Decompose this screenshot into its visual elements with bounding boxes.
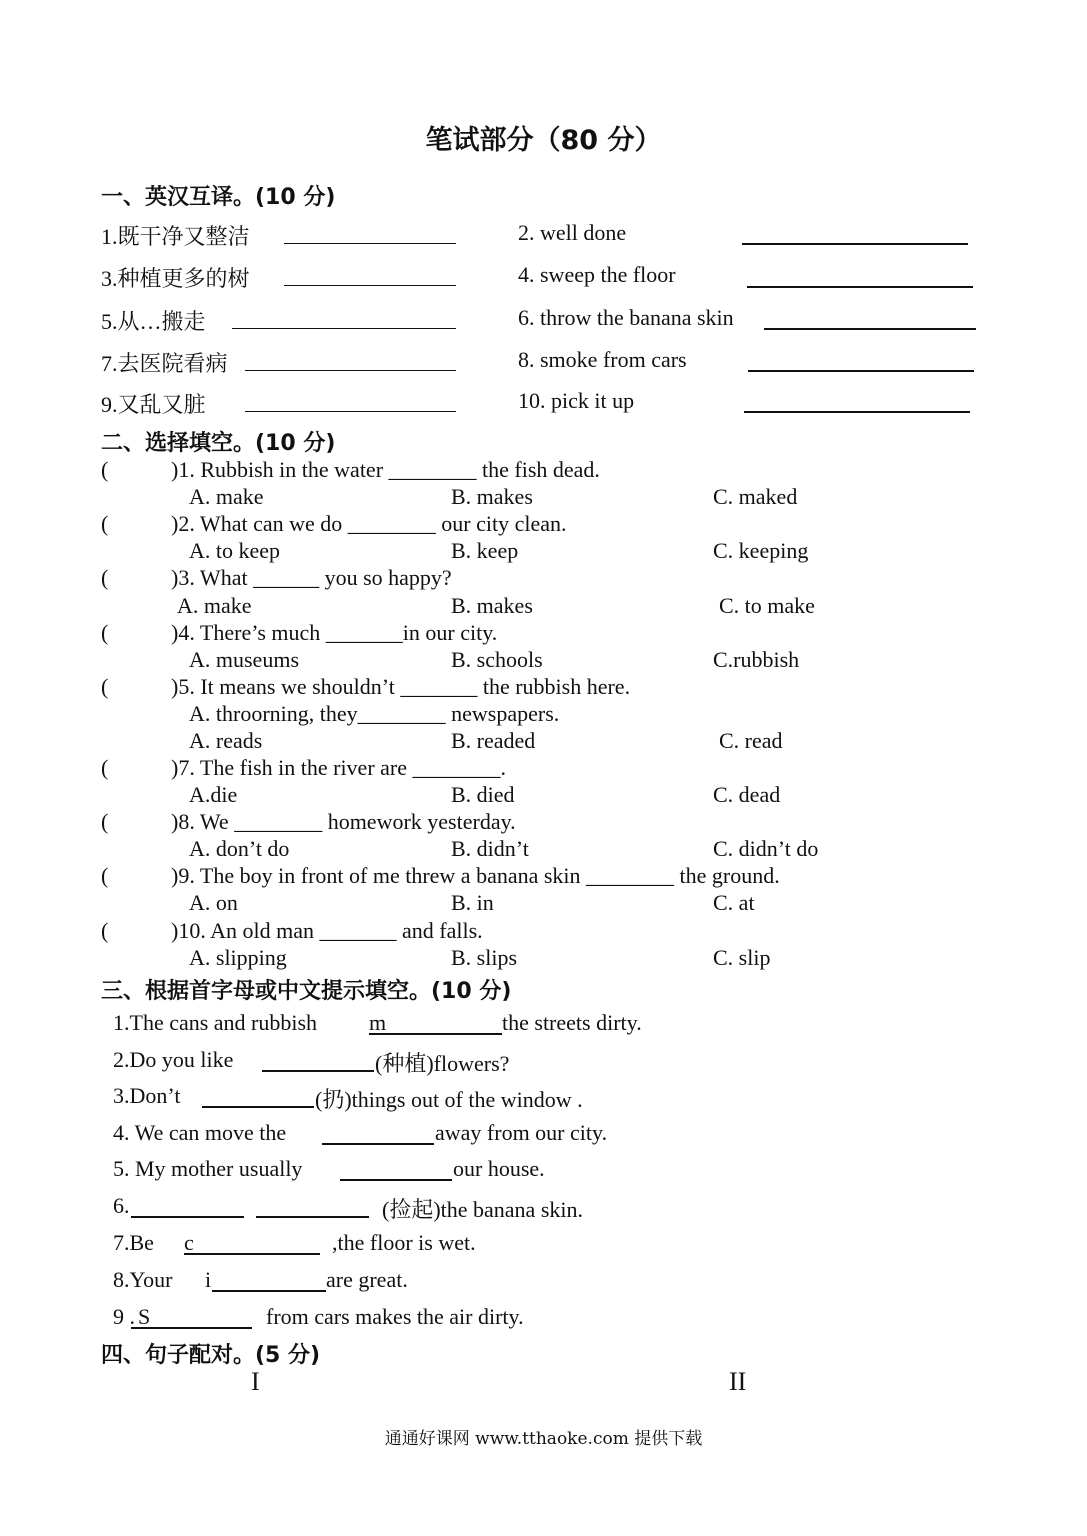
s3-q1-suffix: the streets dirty. [502, 1010, 642, 1035]
s1-item-1: 1.既干净又整洁 [101, 224, 250, 249]
q6-option-b[interactable]: B. readed [451, 728, 536, 753]
s1-blank-4[interactable] [747, 286, 973, 288]
section-4-heading: 四、句子配对。(5 分) [101, 1343, 321, 1368]
s1-item-7: 7.去医院看病 [101, 351, 228, 376]
s3-q4-prefix: 4. We can move the [113, 1120, 287, 1145]
s1-item-8: 8. smoke from cars [518, 347, 687, 372]
s1-blank-10[interactable] [744, 411, 970, 413]
q1-option-c[interactable]: C. maked [713, 484, 798, 509]
s1-blank-6[interactable] [764, 328, 976, 330]
s1-blank-8[interactable] [748, 370, 974, 372]
q2-option-a[interactable]: A. to keep [189, 538, 281, 563]
q8-option-c[interactable]: C. didn’t do [713, 836, 819, 861]
s3-q2-blank[interactable] [262, 1070, 374, 1072]
q2-bracket: ( [101, 511, 109, 536]
q4-stem: )4. There’s much _______in our city. [171, 620, 498, 645]
s1-item-10: 10. pick it up [518, 388, 635, 413]
q9-stem: )9. The boy in front of me threw a banana skin ________ the ground. [171, 863, 780, 888]
s3-q5-prefix: 5. My mother usually [113, 1156, 303, 1181]
s3-q7-hint: c [184, 1230, 194, 1255]
q3-stem: )3. What ______ you so happy? [171, 565, 452, 590]
q10-stem: )10. An old man _______ and falls. [171, 918, 483, 943]
q4-option-b[interactable]: B. schools [451, 647, 543, 672]
s3-q3-prefix: 3.Don’t [113, 1083, 181, 1108]
q10-bracket: ( [101, 918, 109, 943]
s1-item-2: 2. well done [518, 220, 627, 245]
s1-blank-9[interactable] [245, 411, 456, 412]
q1-stem: )1. Rubbish in the water ________ the fish dead. [171, 457, 600, 482]
q5-extra-line: A. throorning, they________ newspapers. [189, 701, 560, 726]
s3-q7-prefix: 7.Be [113, 1230, 154, 1255]
column-i-label: I [251, 1367, 260, 1396]
s3-q9-hint: S [138, 1304, 151, 1329]
q7-option-b[interactable]: B. died [451, 782, 515, 807]
q9-option-c[interactable]: C. at [713, 890, 755, 915]
q8-bracket: ( [101, 809, 109, 834]
section-3-heading: 三、根据首字母或中文提示填空。(10 分) [101, 979, 512, 1004]
q6-option-a[interactable]: A. reads [189, 728, 263, 753]
page-footer: 通通好课网 www.tthaoke.com 提供下载 [384, 1429, 703, 1449]
s3-q6-prefix: 6. [113, 1193, 130, 1218]
s1-item-4: 4. sweep the floor [518, 262, 676, 287]
s1-blank-7[interactable] [245, 370, 456, 371]
q5-bracket: ( [101, 674, 109, 699]
s1-blank-5[interactable] [232, 328, 456, 329]
s3-q9-blank[interactable] [131, 1327, 252, 1329]
q4-option-c[interactable]: C.rubbish [713, 647, 800, 672]
q1-option-b[interactable]: B. makes [451, 484, 533, 509]
s3-q6-blank-2[interactable] [256, 1216, 369, 1218]
q7-option-c[interactable]: C. dead [713, 782, 781, 807]
q2-option-b[interactable]: B. keep [451, 538, 519, 563]
q2-stem: )2. What can we do ________ our city clean. [171, 511, 567, 536]
q6-option-c[interactable]: C. read [719, 728, 783, 753]
s3-q7-suffix: ,the floor is wet. [332, 1230, 476, 1255]
s3-q3-suffix: (扔)things out of the window . [315, 1087, 583, 1112]
s3-q1-hint: m [369, 1010, 387, 1035]
s3-q6-suffix: (捡起)the banana skin. [382, 1197, 583, 1222]
s1-item-5: 5.从…搬走 [101, 309, 206, 334]
s1-item-9: 9.又乱又脏 [101, 392, 206, 417]
s3-q1-blank[interactable] [369, 1033, 502, 1035]
s3-q8-prefix: 8.Your [113, 1267, 173, 1292]
q8-option-b[interactable]: B. didn’t [451, 836, 529, 861]
q9-bracket: ( [101, 863, 109, 888]
q4-option-a[interactable]: A. museums [189, 647, 299, 672]
s3-q8-hint: i [205, 1267, 212, 1292]
q10-option-a[interactable]: A. slipping [189, 945, 287, 970]
q7-option-a[interactable]: A.die [189, 782, 238, 807]
section-2-heading: 二、选择填空。(10 分) [101, 431, 336, 456]
s3-q3-blank[interactable] [202, 1106, 314, 1108]
s1-blank-2[interactable] [742, 243, 968, 245]
q7-stem: )7. The fish in the river are ________. [171, 755, 507, 780]
q10-option-c[interactable]: C. slip [713, 945, 771, 970]
s3-q1-prefix: 1.The cans and rubbish [113, 1010, 318, 1035]
q1-option-a[interactable]: A. make [189, 484, 264, 509]
q8-option-a[interactable]: A. don’t do [189, 836, 290, 861]
column-ii-label: II [729, 1367, 747, 1396]
q3-option-b[interactable]: B. makes [451, 593, 533, 618]
s3-q9-prefix: 9 . [113, 1304, 135, 1329]
q9-option-a[interactable]: A. on [189, 890, 238, 915]
s3-q8-suffix: are great. [326, 1267, 408, 1292]
s3-q4-suffix: away from our city. [435, 1120, 608, 1145]
s3-q5-blank[interactable] [340, 1179, 452, 1181]
q4-bracket: ( [101, 620, 109, 645]
section-1-heading: 一、英汉互译。(10 分) [101, 185, 336, 210]
q5-stem: )5. It means we shouldn’t _______ the rubbish here. [171, 674, 631, 699]
q7-bracket: ( [101, 755, 109, 780]
s3-q2-prefix: 2.Do you like [113, 1047, 234, 1072]
q1-bracket: ( [101, 457, 109, 482]
q3-option-a[interactable]: A. make [177, 593, 252, 618]
s3-q6-blank-1[interactable] [131, 1216, 244, 1218]
s3-q8-blank[interactable] [212, 1290, 326, 1292]
q8-stem: )8. We ________ homework yesterday. [171, 809, 516, 834]
s3-q7-blank[interactable] [184, 1253, 320, 1255]
s3-q2-suffix: (种植)flowers? [375, 1051, 510, 1076]
s1-blank-3[interactable] [284, 285, 456, 286]
s3-q4-blank[interactable] [322, 1143, 434, 1145]
q3-option-c[interactable]: C. to make [719, 593, 815, 618]
q2-option-c[interactable]: C. keeping [713, 538, 809, 563]
s1-blank-1[interactable] [284, 243, 456, 244]
s3-q5-suffix: our house. [453, 1156, 545, 1181]
q9-option-b[interactable]: B. in [451, 890, 494, 915]
page-title: 笔试部分（80 分） [425, 125, 662, 156]
q3-bracket: ( [101, 565, 109, 590]
q10-option-b[interactable]: B. slips [451, 945, 518, 970]
s1-item-3: 3.种植更多的树 [101, 266, 250, 291]
s3-q9-suffix: from cars makes the air dirty. [266, 1304, 524, 1329]
s1-item-6: 6. throw the banana skin [518, 305, 734, 330]
